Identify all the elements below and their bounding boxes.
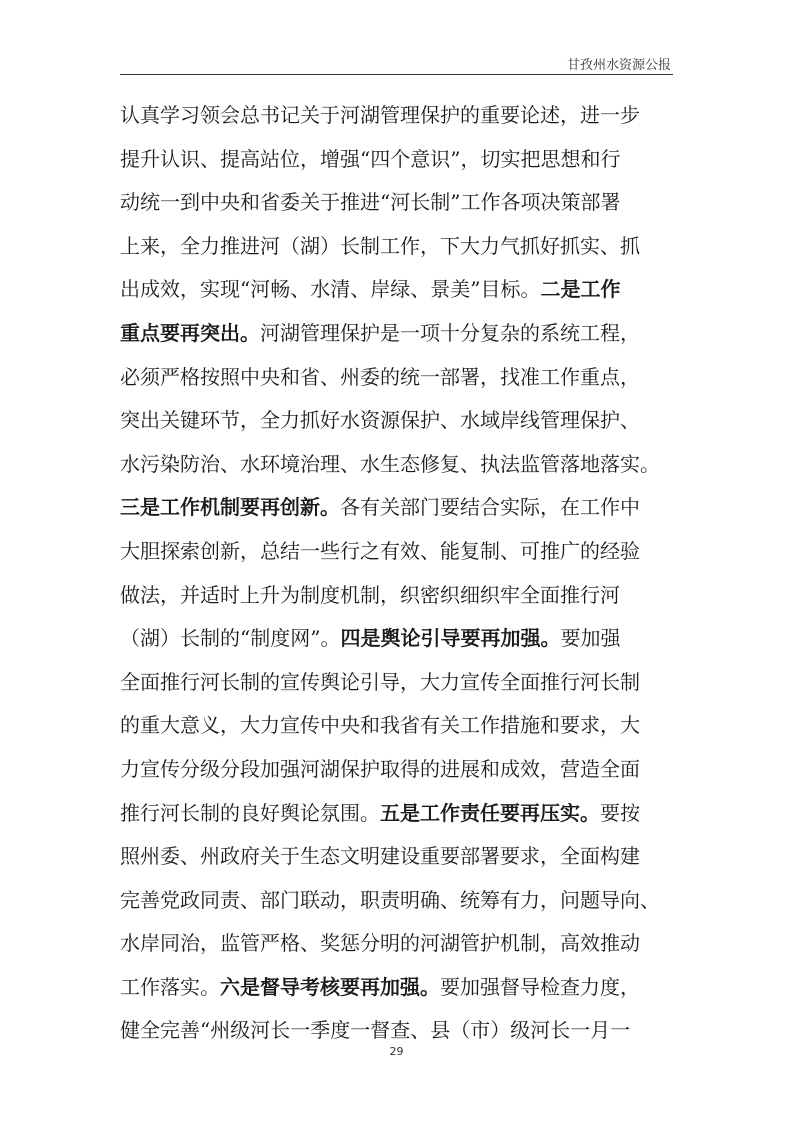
text-run: 水岸同治，监管严格、奖惩分明的河湖管护机制，高效推动: [120, 931, 640, 956]
text-run: 动统一到中央和省委关于推进“河长制”工作各项决策部署: [120, 190, 621, 215]
text-line: [120, 399, 673, 443]
text-run: 出成效，实现“河畅、水清、岸绿、景美”目标。: [120, 277, 541, 302]
text-run: 突出关键环节，全力抓好水资源保护、水域岸线管理保护、: [120, 408, 640, 433]
header-title: 甘孜州水资源公报: [566, 58, 671, 73]
text-line: [120, 748, 673, 792]
text-line: [120, 835, 673, 879]
text-run: 水污染防治、水环境治理、水生态修复、执法监管落地落实。: [120, 451, 660, 476]
text-line: [120, 574, 673, 618]
page-number: 29: [389, 1045, 404, 1058]
text-run: 必须严格按照中央和省、州委的统一部署，找准工作重点，: [120, 364, 640, 389]
text-run: 各有关部门要结合实际，在工作中: [340, 495, 640, 520]
text-line: [120, 138, 673, 182]
text-line: [120, 225, 673, 269]
text-run: 完善党政同责、部门联动，职责明确、统筹有力，问题导向、: [120, 887, 660, 912]
text-line: [120, 792, 673, 836]
page-header: [120, 52, 673, 75]
text-run: 健全完善“州级河长一季度一督查、县（市）级河长一月一: [120, 1018, 631, 1043]
text-run: 上来，全力推进河（湖）长制工作，下大力气抓好抓实、抓: [120, 233, 640, 258]
text-run: 力宣传分级分段加强河湖保护取得的进展和成效，营造全面: [120, 756, 640, 781]
text-line: [120, 530, 673, 574]
text-run: 要按: [600, 800, 640, 825]
text-line: [120, 356, 673, 400]
text-run: 推行河长制的良好舆论氛围。: [120, 800, 380, 825]
text-line: [120, 181, 673, 225]
text-run: 全面推行河长制的宣传舆论引导，大力宣传全面推行河长制: [120, 669, 640, 694]
text-run: 照州委、州政府关于生态文明建设重要部署要求，全面构建: [120, 844, 640, 869]
text-line: [120, 94, 673, 138]
text-run: 要加强督导检查力度，: [440, 974, 640, 999]
text-line: [120, 617, 673, 661]
text-line: [120, 486, 673, 530]
bold-heading-text: 六是督导考核要再加强。: [220, 974, 440, 999]
bold-heading-text: 二是工作: [540, 277, 621, 302]
text-line: [120, 268, 673, 312]
text-line: [120, 443, 673, 487]
text-run: 做法，并适时上升为制度机制，织密织细织牢全面推行河: [120, 582, 620, 607]
text-run: 河湖管理保护是一项十分复杂的系统工程，: [260, 320, 640, 345]
body-text: [120, 94, 673, 1053]
text-run: 大胆探索创新，总结一些行之有效、能复制、可推广的经验: [120, 538, 640, 563]
text-run: （湖）长制的“制度网”。: [120, 626, 341, 651]
bold-heading-text: 重点要再突出。: [120, 320, 260, 345]
text-line: [120, 661, 673, 705]
bold-heading-text: 五是工作责任要再压实。: [380, 800, 600, 825]
text-run: 提升认识、提高站位，增强“四个意识”，切实把思想和行: [120, 146, 621, 171]
text-line: [120, 879, 673, 923]
bold-heading-text: 四是舆论引导要再加强。: [340, 626, 561, 651]
text-line: [120, 922, 673, 966]
text-line: [120, 704, 673, 748]
text-line: [120, 966, 673, 1010]
bold-heading-text: 三是工作机制要再创新。: [120, 495, 340, 520]
text-run: 工作落实。: [120, 974, 220, 999]
text-run: 认真学习领会总书记关于河湖管理保护的重要论述，进一步: [120, 103, 640, 127]
text-run: 要加强: [560, 626, 621, 651]
text-run: 的重大意义，大力宣传中央和我省有关工作措施和要求，大: [120, 713, 640, 738]
text-line: [120, 312, 673, 356]
